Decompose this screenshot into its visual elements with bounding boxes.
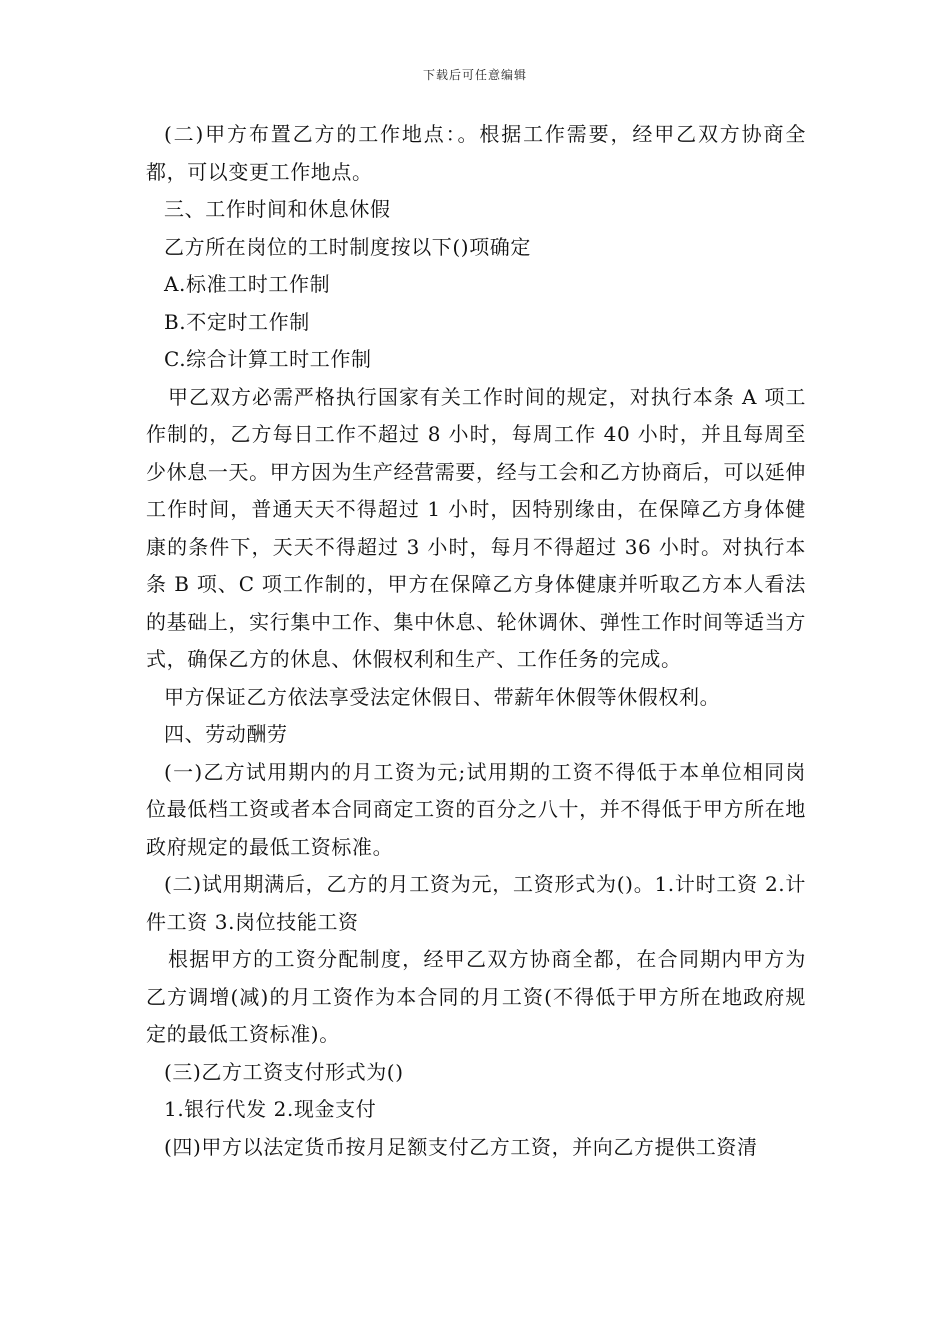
option-flexible-hours: B.不定时工作制 bbox=[164, 309, 310, 334]
section-heading-remuneration: 四、劳动酬劳 bbox=[164, 722, 288, 746]
section-heading-work-time: 三、工作时间和休息休假 bbox=[164, 197, 391, 221]
paragraph-leave-rights: 甲方保证乙方依法享受法定休假日、带薪年休假等休假权利。 bbox=[164, 684, 721, 709]
paragraph-work-hours-system: 乙方所在岗位的工时制度按以下()项确定 bbox=[164, 234, 532, 259]
paragraph-wage-adjustment: 根据甲方的工资分配制度，经甲乙双方协商全都，在合同期内甲方为乙方调增(减)的月工资作为本合同的月工资(不得低于甲方所在地政府规定的最低工资标准)。 bbox=[146, 947, 806, 1046]
paragraph-wage-payment: (四)甲方以法定货币按月足额支付乙方工资，并向乙方提供工资清 bbox=[164, 1134, 758, 1159]
paragraph-regular-wage: (二)试用期满后，乙方的月工资为元，工资形式为()。1.计时工资 2.计件工资 3.岗位技能工资 bbox=[146, 872, 806, 934]
page-header: 下载后可任意编辑 bbox=[422, 68, 527, 82]
paragraph-payment-options: 1.银行代发 2.现金支付 bbox=[164, 1097, 377, 1121]
option-standard-hours: A.标准工时工作制 bbox=[164, 272, 331, 296]
document-body bbox=[146, 116, 806, 1166]
paragraph-probation-wage: (一)乙方试用期内的月工资为元;试用期的工资不得低于本单位相同岗位最低档工资或者本合同商定工资的百分之八十，并不得低于甲方所在地政府规定的最低工资标准。 bbox=[146, 759, 806, 859]
paragraph-payment-method: (三)乙方工资支付形式为() bbox=[164, 1059, 404, 1084]
option-comprehensive-hours: C.综合计算工时工作制 bbox=[164, 347, 372, 371]
paragraph-work-location: (二)甲方布置乙方的工作地点：。根据工作需要，经甲乙双方协商全都，可以变更工作地点。 bbox=[146, 122, 806, 184]
paragraph-work-time-rules: 甲乙双方必需严格执行国家有关工作时间的规定，对执行本条 A 项工作制的，乙方每日工作不超过 8 小时，每周工作 40 小时，并且每周至少休息一天。甲方因为生产经营需要，经与工会和乙方协商后，可以延伸工作时间，普通天天不得超过 1 小时，因特别缘由，在保障乙方身体健康的条件下，天天不得超过 3 小时，每月不得超过 36 小时。对执行本条 B 项、C 项工作制的，甲方在保障乙方身体健康并听取乙方本人看法的基础上，实行集中工作、集中休息、轮休调休、弹性工作时间等适当方式，确保乙方的休息、休假权利和生产、工作任务的完成。 bbox=[146, 384, 806, 671]
